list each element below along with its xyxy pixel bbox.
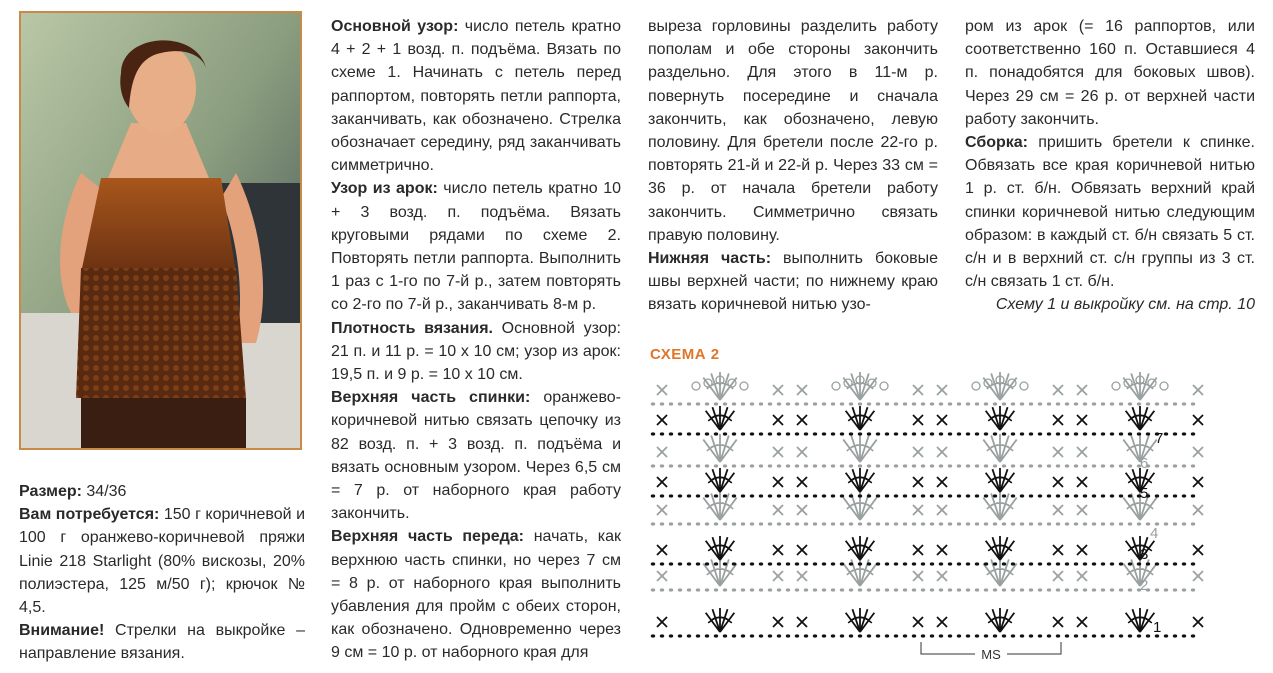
main-pattern-label: Основной узор: bbox=[331, 18, 459, 35]
column-2 bbox=[331, 15, 621, 665]
density-text: Основной узор: 21 п. и 11 р. = 10 х 10 см; узор из арок: 19,5 п. и 9 р. = 10 х 10 см. bbox=[331, 319, 621, 384]
back-label: Верхняя часть спинки: bbox=[331, 389, 531, 407]
crochet-chart-schema-2 bbox=[645, 370, 1205, 662]
column-4 bbox=[965, 15, 1255, 317]
row-number: 1 bbox=[1153, 619, 1162, 636]
materials-text: 150 г коричневой и 100 г оранжево-коричневой пряжи Linie 218 Starlight (80% вискозы, 20% полиэстера, 125 м/50 г); крючок № 4,5. bbox=[19, 506, 306, 617]
reference-note: Схему 1 и выкройку см. на стр. 10 bbox=[995, 296, 1255, 314]
main-pattern-text: число петель кратно 4 + 2 + 1 возд. п. подъёма. Вязать по схеме 1. Начинать с петель перед раппортом, повторять петли раппорта, заканчивать, как обозначено. Стрелка обозначает середину, ряд заканчивать симметрично. bbox=[331, 18, 622, 175]
front-label: Верхняя часть переда: bbox=[331, 528, 524, 546]
arch-pattern-paragraph bbox=[331, 177, 621, 316]
arch-pattern-label: Узор из арок: bbox=[331, 180, 438, 198]
row-number: 3 bbox=[1140, 546, 1149, 563]
density-label: Плотность вязания. bbox=[331, 319, 493, 337]
assembly-paragraph bbox=[965, 131, 1255, 293]
size-label: Размер: bbox=[19, 483, 82, 500]
front-continued-text: выреза горловины разделить работу пополам и обе стороны закончить раздельно. Для этого в 11-м р. повернуть посередине и сначала закончить, как обозначено, левую половину. Для бретели после 22-го р. повторять 21-й и 22-й р. Через 33 см = 36 р. от начала бретели работу закончить. Симметрично связать правую половину. bbox=[648, 18, 938, 244]
assembly-text: пришить бретели к спинке. Обвязать все края коричневой нитью 1 р. ст. б/н. Обвязать верхний край спинки коричневой нитью следующим образом: в каждый ст. б/н связать 5 ст. с/н и в верхний ст. с/н группы из 3 ст. с/н связать 1 ст. б/н. bbox=[965, 134, 1255, 291]
arch-pattern-text: число петель кратно 10 + 3 возд. п. подъёма. Вязать круговыми рядами по схеме 2. Повторять петли раппорта. Выполнить 1 раз с 1-го по 7-й р., затем повторять со 2-го по 7-й р., заканчивать 8-м р. bbox=[331, 180, 621, 314]
attention-label: Внимание! bbox=[19, 622, 105, 640]
lower-continued-text: ром из арок (= 16 раппортов, или соответственно 160 п. Оставшиеся 4 п. понадобятся для боковых швов). Через 29 см = 26 р. от верхней части работу закончить. bbox=[965, 18, 1255, 128]
row-number: 2 bbox=[1140, 577, 1149, 594]
attention-paragraph bbox=[19, 619, 305, 665]
lower-continued-paragraph bbox=[965, 15, 1255, 131]
materials-paragraph bbox=[19, 503, 305, 619]
column-3 bbox=[648, 15, 938, 317]
repeat-label: MS bbox=[981, 647, 1001, 662]
lower-part-text: выполнить боковые швы верхней части; по нижнему краю вязать коричневой нитью узо- bbox=[648, 250, 938, 314]
repeat-bracket bbox=[921, 642, 1061, 662]
schema-title: СХЕМА 2 bbox=[650, 346, 720, 363]
column-1 bbox=[19, 480, 305, 666]
row-number: 5 bbox=[1140, 485, 1149, 502]
density-paragraph bbox=[331, 317, 621, 387]
row-number: 4 bbox=[1150, 525, 1159, 542]
row-numbers bbox=[1140, 430, 1163, 636]
lower-part-paragraph bbox=[648, 247, 938, 317]
size-paragraph bbox=[19, 480, 305, 503]
row-number: 7 bbox=[1155, 430, 1164, 447]
model-photo bbox=[19, 11, 302, 450]
front-continued-paragraph bbox=[648, 15, 938, 247]
chart-symbols bbox=[651, 372, 1203, 638]
size-value: 34/36 bbox=[81, 483, 127, 500]
back-text: оранжево-коричневой нитью связать цепочку из 82 возд. п. + 3 возд. п. подъёма и вязать основным узором. Через 6,5 см = 7 р. от наборного края работу закончить. bbox=[331, 389, 621, 523]
attention-text: Стрелки на выкройке – направление вязания. bbox=[19, 622, 305, 663]
front-text: начать, как верхнюю часть спинки, но через 7 см = 8 р. от наборного края выполнить убавления для пройм с обеих сторон, как обозначено. Одновременно через 9 см = 10 р. от наборного края для bbox=[331, 528, 621, 662]
assembly-label: Сборка: bbox=[965, 134, 1029, 152]
lower-part-label: Нижняя часть: bbox=[648, 250, 772, 268]
back-paragraph bbox=[331, 386, 621, 525]
row-number: 6 bbox=[1140, 455, 1149, 472]
front-paragraph bbox=[331, 525, 621, 664]
main-pattern-paragraph bbox=[331, 15, 621, 177]
materials-label: Вам потребуется: bbox=[19, 506, 160, 524]
